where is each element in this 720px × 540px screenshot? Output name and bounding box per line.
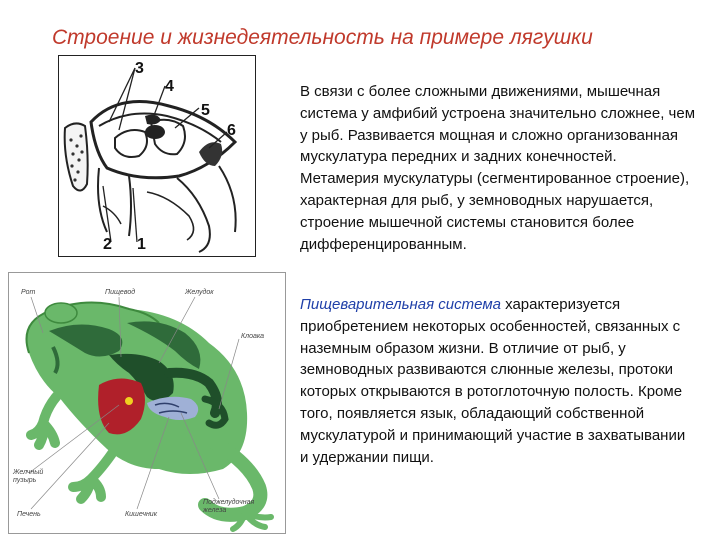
label-pechen: Печень xyxy=(17,511,41,518)
label-6: 6 xyxy=(227,122,236,139)
muscle-diagram-figure xyxy=(58,55,256,257)
muscle-paragraph: В связи с более сложными движениями, мышечная система у амфибий устроена значительно сложнее, чем у рыб. Развивается мощная и сложно организованная мускулатура передних и задних конечностей. Метамерия мускулатуры (сегментированное строение), характерная для рыб, у земноводных нарушается, строение мышечной системы становится более дифференцированным. xyxy=(300,83,696,253)
label-kishechnik: Кишечник xyxy=(125,511,158,518)
digestive-diagram-figure xyxy=(8,272,286,534)
digestive-drawing xyxy=(9,273,285,533)
label-2: 2 xyxy=(103,236,112,253)
label-pishchevod: Пищевод xyxy=(105,289,136,296)
label-zhelchny-puzyr: Желчный пузырь xyxy=(13,469,44,484)
digestive-term: Пищеварительная система xyxy=(300,296,501,313)
label-zheludok: Желудок xyxy=(185,289,214,296)
muscle-drawing xyxy=(59,56,255,256)
label-rot: Рот xyxy=(21,289,36,296)
label-podzheludochnaya: Поджелудочная железа xyxy=(203,499,255,514)
label-4: 4 xyxy=(165,78,174,95)
label-1: 1 xyxy=(137,236,146,253)
label-kloaka: Клоака xyxy=(241,333,265,340)
page-title: Строение и жизнедеятельность на примере лягушки xyxy=(52,26,593,49)
digestive-paragraph xyxy=(300,294,696,468)
label-5: 5 xyxy=(201,102,210,119)
label-3: 3 xyxy=(135,60,144,77)
digestive-text: характеризуется приобретением некоторых особенностей, связанных с наземным образом жизни. В отличие от рыб, у земноводных развиваются слюнные железы, протоки которых открываются в ротоглоточную полость. Кроме того, появляется язык, обладающий собственной мускулатурой и принимающий участие в захватывании и удержании пищи. xyxy=(300,296,686,466)
